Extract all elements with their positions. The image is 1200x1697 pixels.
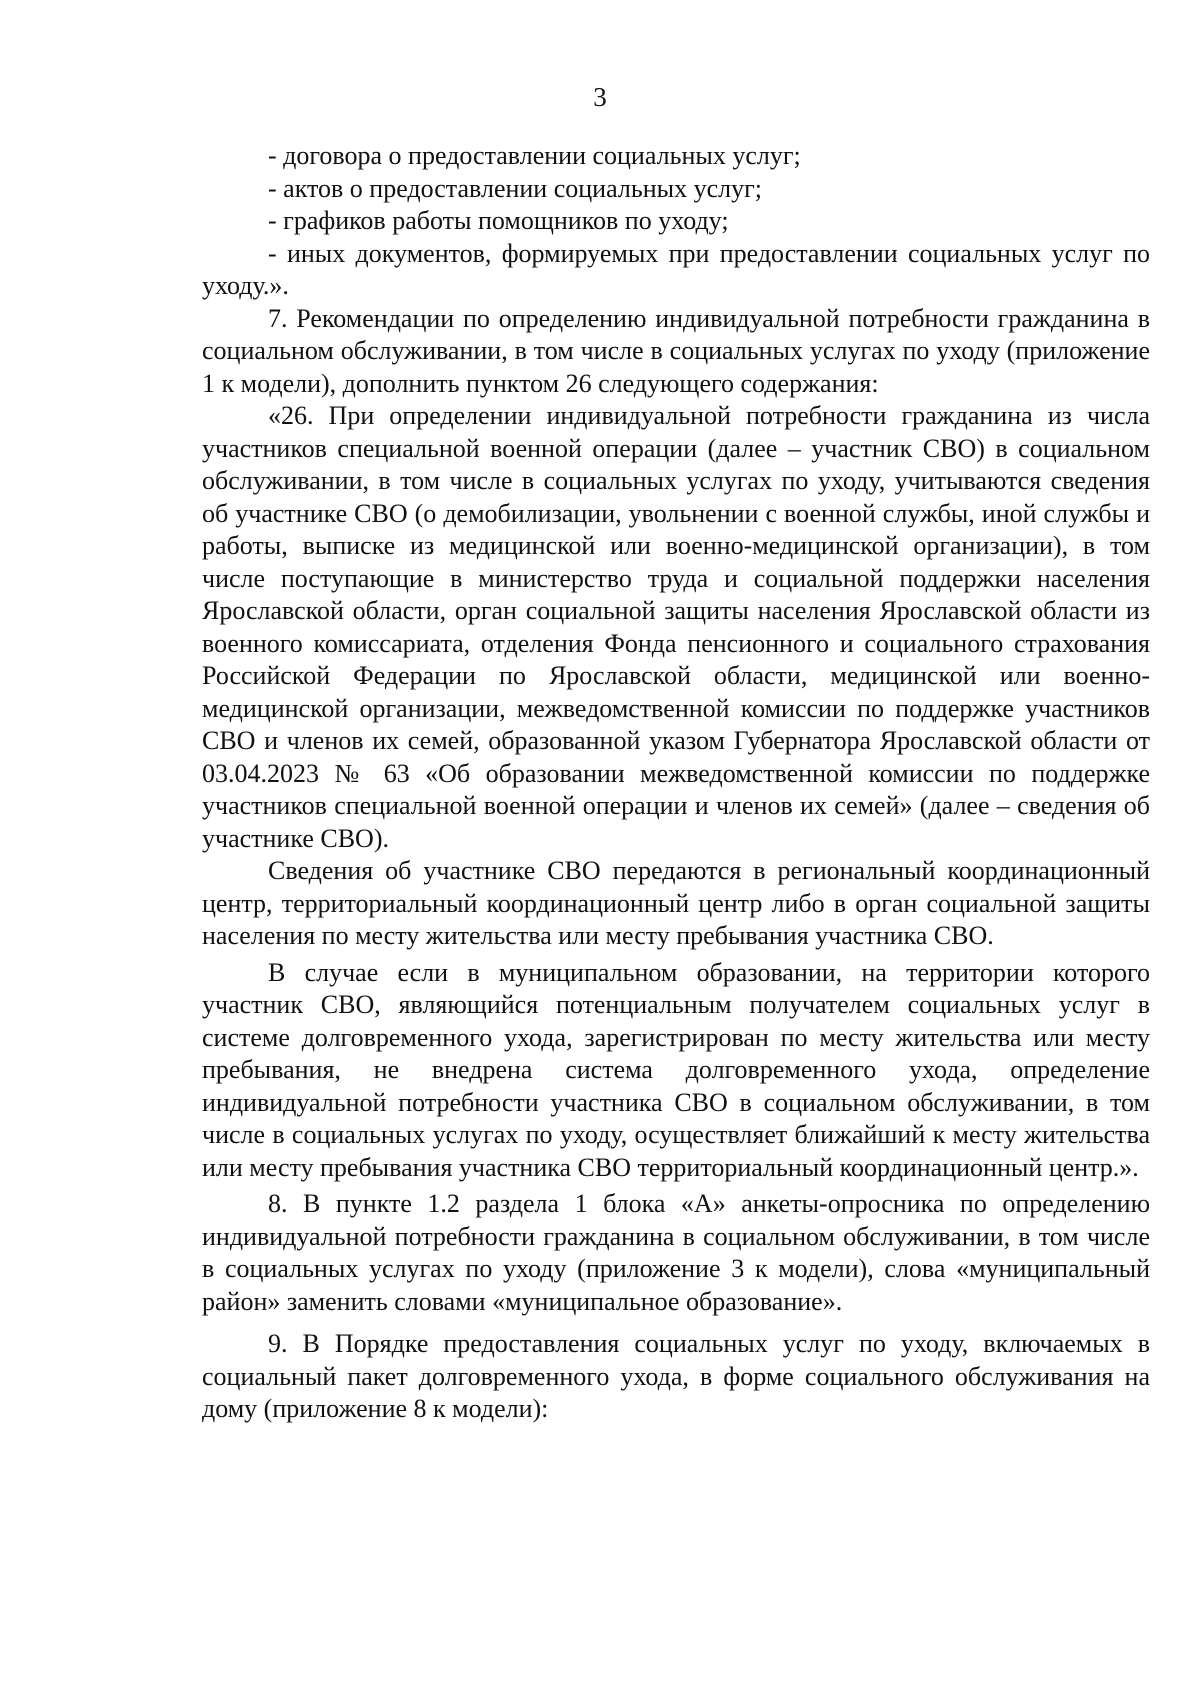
paragraph-item-9: 9. В Порядке предоставления социальных услуг по уходу, включаемых в социальный пакет долговременного ухода, в форме социального обслуживания на дому (приложение 8 к модели): — [202, 1329, 1150, 1423]
paragraph-item-8: 8. В пункте 1.2 раздела 1 блока «А» анкеты-опросника по определению индивидуальной потребности гражданина в социальном обслуживании, в том числе в социальных услугах по уходу (приложение 3 к модели), слова «муниципальный район» заменить словами «муниципальное образование». — [202, 1189, 1150, 1316]
paragraph-item-26: «26. При определении индивидуальной потребности гражданина из числа участников специальной военной операции (далее – участник СВО) в социальном обслуживании, в том числе в социальных услугах по уходу, учитываются сведения об участнике СВО (о демобилизации, увольнении с военной службы, иной службы и работы, выписке из медицинской или военно-медицинской организации), в том числе поступающие в министерство труда и социальной поддержки населения Ярославской области, орган социальной защиты населения Ярославской области из военного комиссариата, отделения Фонда пенсионного и социального страхования Российской Федерации по Ярославской области, медицинской или военно-медицинской организации, межведомственной комиссии по поддержке участников СВО и членов их семей, образованной указом Губернатора Ярославской области от 03.04.2023 № 63 «Об образовании межведомственной комиссии по поддержке участников специальной военной операции и членов их семей» (далее – сведения об участнике СВО). — [202, 401, 1150, 853]
list-item-contract: - договора о предоставлении социальных услуг; — [268, 141, 801, 170]
document-body — [202, 140, 1150, 1426]
list-item-acts: - актов о предоставлении социальных услуг; — [268, 173, 762, 203]
page-number: 3 — [593, 82, 607, 112]
list-item-schedules: - графиков работы помощников по уходу; — [268, 206, 729, 235]
paragraph-municipal-case: В случае если в муниципальном образовании, на территории которого участник СВО, являющийся потенциальным получателем социальных услуг в системе долговременного ухода, зарегистрирован по месту жительства или месту пребывания, не внедрена система долговременного ухода, определение индивидуальной потребности участника СВО в социальном обслуживании, в том числе в социальных услугах по уходу, осуществляет ближайший к месту жительства или месту пребывания участника СВО территориальный координационный центр.». — [202, 957, 1150, 1182]
paragraph-svo-info-transfer: Сведения об участнике СВО передаются в региональный координационный центр, территориальный координационный центр либо в орган социальной защиты населения по месту жительства или месту пребывания участника СВО. — [202, 856, 1150, 950]
paragraph-item-7: 7. Рекомендации по определению индивидуальной потребности гражданина в социальном обслуживании, в том числе в социальных услугах по уходу (приложение 1 к модели), дополнить пунктом 26 следующего содержания: — [202, 303, 1150, 398]
list-item-other-documents: - иных документов, формируемых при предоставлении социальных услуг по уходу.». — [202, 238, 1150, 300]
